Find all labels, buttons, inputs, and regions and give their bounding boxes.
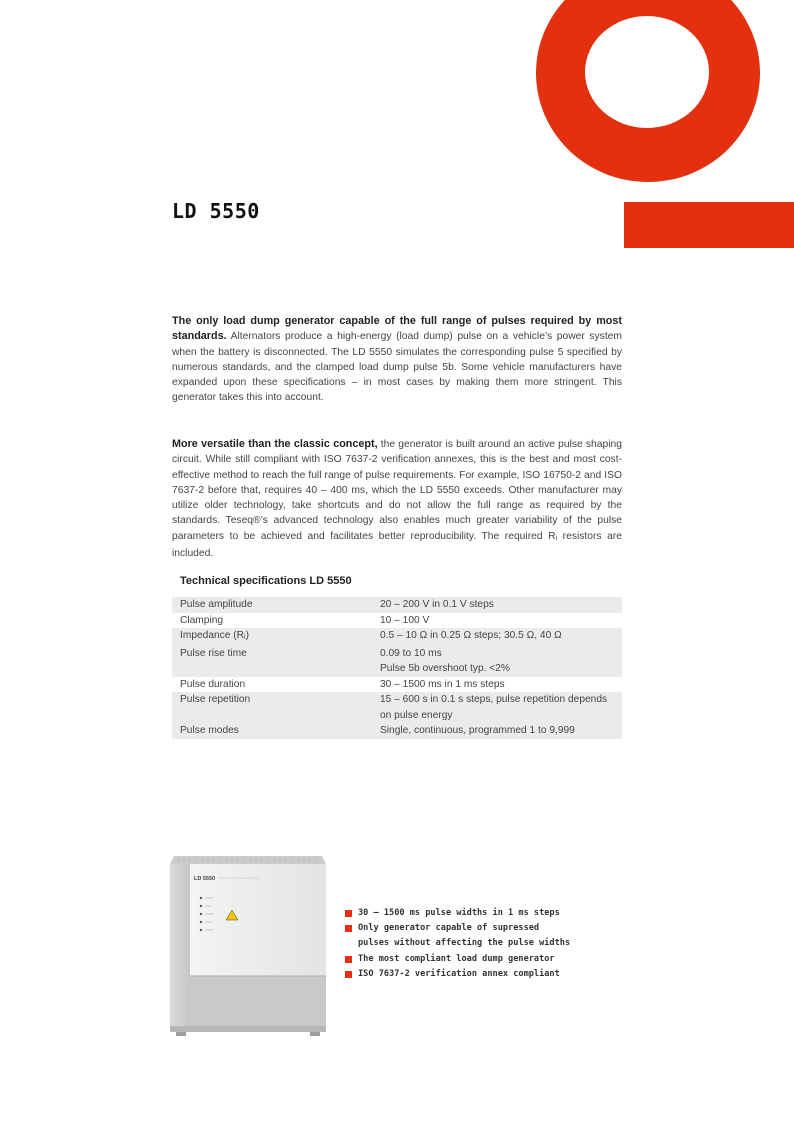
table-row xyxy=(172,613,622,629)
spec-value-line: 0.09 to 10 ms xyxy=(380,647,442,659)
decorative-ring-hole xyxy=(585,16,709,128)
spec-label: Pulse amplitude xyxy=(172,597,372,613)
spec-value: 20 – 200 V in 0.1 V steps xyxy=(372,597,622,613)
table-row xyxy=(172,597,622,613)
feature-text: Only generator capable of supressed xyxy=(358,923,540,934)
spec-label-subscript: i xyxy=(244,634,246,641)
product-base xyxy=(170,1026,326,1032)
spec-label-end: ) xyxy=(245,630,249,641)
spec-value-line: 15 – 600 s in 0.1 s steps, pulse repetition depends xyxy=(380,694,608,705)
spec-label: Pulse rise time xyxy=(172,646,372,677)
feature-text: ISO 7637-2 verification annex compliant xyxy=(358,968,560,979)
feature-text-continued: pulses without affecting the pulse widths xyxy=(358,938,571,949)
spec-value: 30 – 1500 ms in 1 ms steps xyxy=(380,678,505,690)
table-row xyxy=(172,628,622,646)
table-row xyxy=(172,677,622,693)
bullet-square-icon xyxy=(345,925,352,932)
bullet-square-icon xyxy=(345,956,352,963)
spec-value-line: Pulse 5b overshoot typ. <2% xyxy=(380,663,510,674)
intro-lead: The only load dump generator capable of the full range of pulses required by most standards. xyxy=(172,315,622,343)
product-lower-panel xyxy=(190,976,326,1026)
versatility-body: the generator is built around an active pulse shaping circuit. While still compliant with ISO 7637-2 verification annexes, this is the best and most cost-effective method to reach the full range of pulse requirements. For example, ISO 16750-2 and ISO 7637-2 before that, requires 40 – 400 ms, which the LD 5550 exceeds. Other manufacturer may utilize older technology, take shortcuts and do not allow the full range as required by the standards. Teseq®’s advanced technology also enables much greater variability of the pulse parameters to be achieved and facilitates better reproducibility. The required R xyxy=(172,439,622,542)
spec-value xyxy=(372,692,622,723)
spec-value: 10 – 100 V xyxy=(380,614,430,626)
versatility-paragraph xyxy=(172,437,622,561)
spec-label: Clamping xyxy=(180,614,224,626)
feature-list xyxy=(345,906,570,982)
spec-value xyxy=(372,646,622,677)
page-title: LD 5550 xyxy=(172,199,260,223)
spec-label-text: Impedance (R xyxy=(180,630,244,641)
product-side-panel xyxy=(170,864,190,1029)
list-item xyxy=(345,952,570,967)
spec-value: 0.5 – 10 Ω in 0.25 Ω steps; 30.5 Ω, 40 Ω xyxy=(372,628,622,646)
table-row xyxy=(172,692,622,723)
spec-label: Pulse modes xyxy=(172,723,372,739)
feature-text: 30 – 1500 ms pulse widths in 1 ms steps xyxy=(358,908,560,918)
spec-label: Pulse duration xyxy=(180,678,246,690)
specs-title: Technical specifications LD 5550 xyxy=(180,575,352,587)
bullet-square-icon xyxy=(345,910,352,917)
product-top-vents xyxy=(170,856,326,864)
feature-text: The most compliant load dump generator xyxy=(358,953,555,964)
spec-label: Pulse repetition xyxy=(172,692,372,723)
product-photo xyxy=(164,852,330,1038)
versatility-lead: More versatile than the classic concept, xyxy=(172,438,378,450)
list-item xyxy=(345,967,570,982)
table-row xyxy=(172,646,622,677)
decorative-red-bar xyxy=(624,202,794,248)
spec-value: Single, continuous, programmed 1 to 9,999 xyxy=(372,723,622,739)
spec-value-line: on pulse energy xyxy=(380,709,453,721)
specs-table xyxy=(172,597,622,739)
list-item xyxy=(345,921,570,951)
versatility-body-end: resistors are included. xyxy=(172,530,622,560)
product-panel-label: LD 5550 xyxy=(194,876,216,882)
table-row xyxy=(172,723,622,739)
versatility-subscript: i xyxy=(555,534,558,542)
intro-paragraph xyxy=(172,314,622,406)
list-item xyxy=(345,906,570,921)
spec-label xyxy=(172,628,372,646)
bullet-square-icon xyxy=(345,971,352,978)
intro-body: Alternators produce a high-energy (load dump) pulse on a vehicle’s power system when the battery is disconnected. The LD 5550 simulates the corresponding pulse 5 specified by numerous standards, and the clamped load dump pulse 5b. Some vehicle manufacturers have expanded upon these specifications – in most cases by making them more stringent. This generator takes this into account. xyxy=(172,331,622,404)
